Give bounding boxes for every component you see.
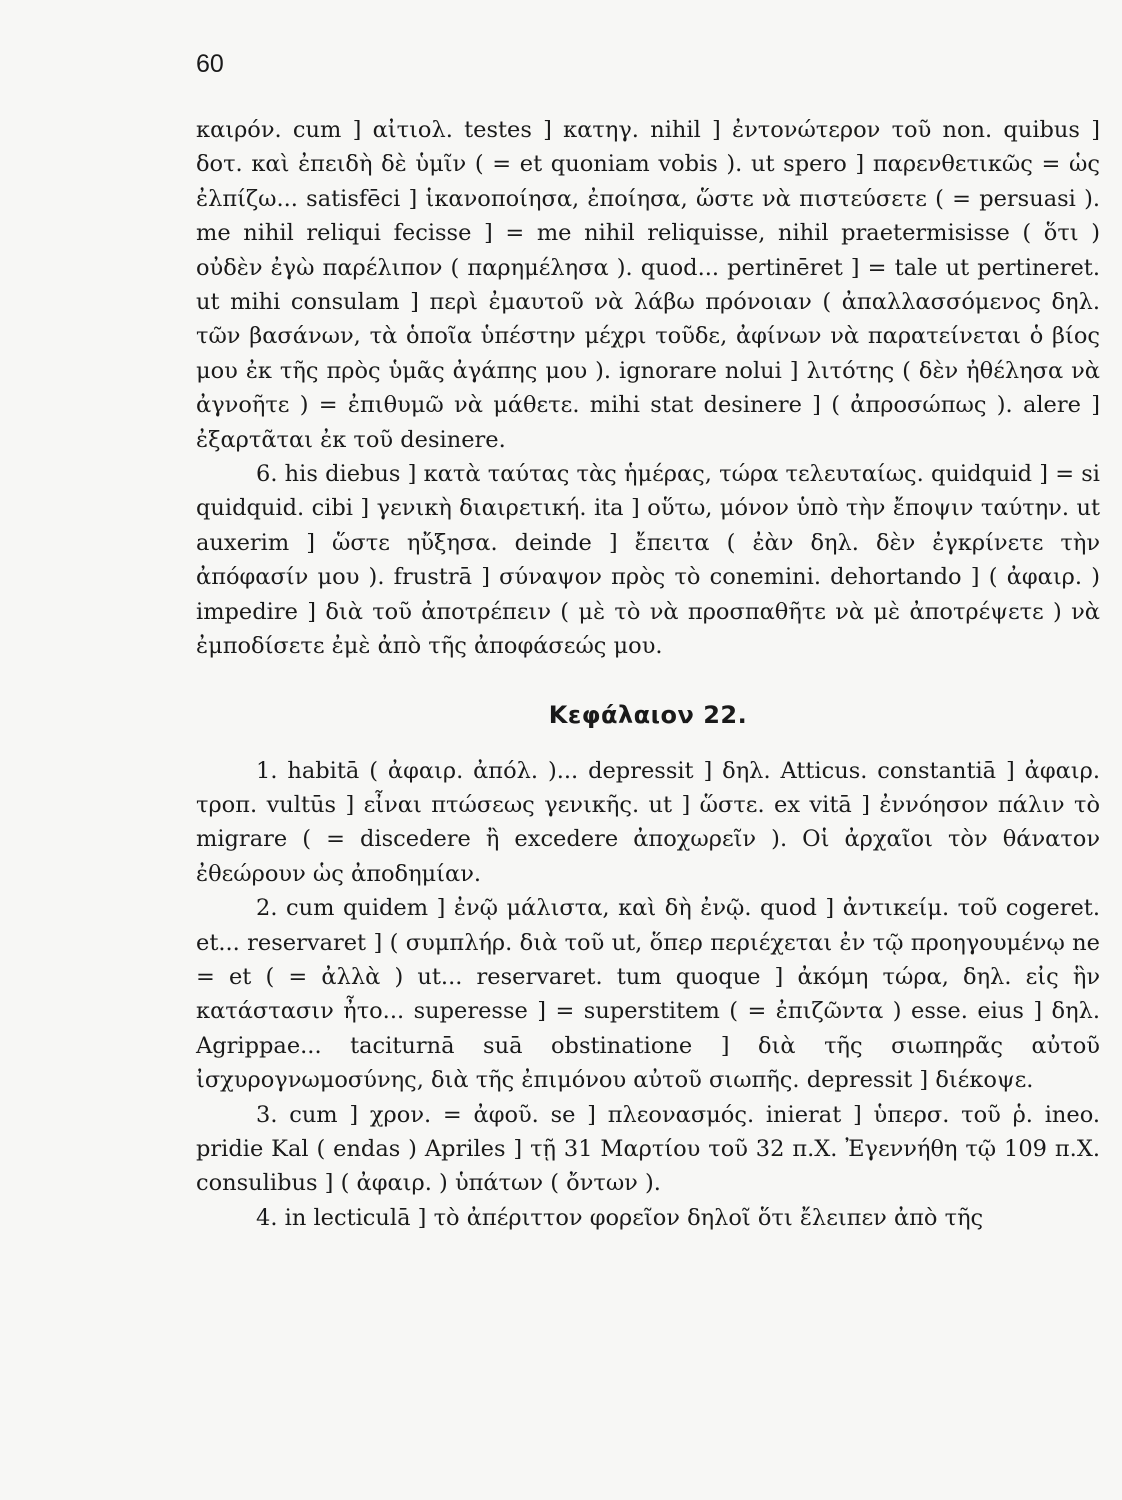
paragraph-note-4: 4. in lecticulā ] τὸ ἀπέριττον φορεῖον δηλοῖ ὅτι ἔλειπεν ἀπὸ τῆς <box>256 1204 984 1231</box>
page-number: 60 <box>196 50 224 78</box>
commentary-text <box>196 113 1100 1235</box>
paragraph-note-6: 6. his diebus ] κατὰ ταύτας τὰς ἡμέρας, τώρα τελευταίως. quidquid ] = si quidquid. cibi ] γενικὴ διαιρετική. ita ] οὕτω, μόνον ὑπὸ τὴν ἔποψιν ταύτην. ut auxerim ] ὥστε ηὔξησα. deinde ] ἔπειτα ( ἐὰν δηλ. δὲν ἐγκρίνετε τὴν ἀπόφασίν μου ). frustrā ] σύναψον πρὸς τὸ conemini. dehortando ] ( ἀφαιρ. ) impedire ] διὰ τοῦ ἀποτρέπειν ( μὲ τὸ νὰ προσπαθῆτε νὰ μὲ ἀποτρέψετε ) νὰ ἐμποδίσετε ἐμὲ ἀπὸ τῆς ἀποφάσεώς μου. <box>196 461 1100 660</box>
chapter-heading: Κεφάλαιον 22. <box>548 700 748 729</box>
paragraph-continued: καιρόν. cum ] αἰτιολ. testes ] κατηγ. nihil ] ἐντονώτερον τοῦ non. quibus ] δοτ. καὶ ἐπειδὴ δὲ ὑμῖν ( = et quoniam vobis ). ut spero ] παρενθετικῶς = ὡς ἐλπίζω... satisfēci ] ἱκανοποίησα, ἐποίησα, ὥστε νὰ πιστεύσετε ( = persuasi ). me nihil reliqui fecisse ] = me nihil reliquisse, nihil praetermisisse ( ὅτι ) οὐδὲν ἐγὼ παρέλιπον ( παρημέλησα ). quod... pertinēret ] = tale ut pertineret. ut mihi consulam ] περὶ ἐμαυτοῦ νὰ λάβω πρόνοιαν ( ἀπαλλασσόμενος δηλ. τῶν βασάνων, τὰ ὁποῖα ὑπέστην μέχρι τοῦδε, ἀφίνων νὰ παρατείνεται ὁ βίος μου ἐκ τῆς πρὸς ὑμᾶς ἀγάπης μου ). ignorare nolui ] λιτότης ( δὲν ἠθέλησα νὰ ἀγνοῆτε ) = ἐπιθυμῶ νὰ μάθετε. mihi stat desinere ] ( ἀπροσώπως ). alere ] ἐξαρτᾶται ἐκ τοῦ desinere. <box>196 117 1100 453</box>
paragraph-note-2: 2. cum quidem ] ἐνῷ μάλιστα, καὶ δὴ ἐνῷ. quod ] ἀντικείμ. τοῦ cogeret. et... reservaret ] ( συμπλήρ. διὰ τοῦ ut, ὅπερ περιέχεται ἐν τῷ προηγουμένῳ ne = et ( = ἀλλὰ ) ut... reservaret. tum quoque ] ἀκόμη τώρα, δηλ. εἰς ἣν κατάστασιν ἦτο... superesse ] = superstitem ( = ἐπιζῶντα ) esse. eius ] δηλ. Agrippae... taciturnā suā obstinatione ] διὰ τῆς σιωπηρᾶς αὐτοῦ ἰσχυρογνωμοσύνης, διὰ τῆς ἐπιμόνου αὐτοῦ σιωπῆς. depressit ] διέκοψε. <box>196 895 1100 1094</box>
paragraph-note-3: 3. cum ] χρον. = ἀφοῦ. se ] πλεονασμός. inierat ] ὑπερσ. τοῦ ῥ. ineo. pridie Kal ( endas ) Apriles ] τῇ 31 Μαρτίου τοῦ 32 π.Χ. Ἐγεννήθη τῷ 109 π.Χ. consulibus ] ( ἀφαιρ. ) ὑπάτων ( ὄντων ). <box>196 1101 1100 1197</box>
paragraph-note-1: 1. habitā ( ἀφαιρ. ἀπόλ. )... depressit ] δηλ. Atticus. constantiā ] ἀφαιρ. τροπ. vultūs ] εἶναι πτώσεως γενικῆς. ut ] ὥστε. ex vitā ] ἐννόησον πάλιν τὸ migrare ( = discedere ἢ excedere ἀποχωρεῖν ). Οἱ ἀρχαῖοι τὸν θάνατον ἐθεώρουν ὡς ἀποδημίαν. <box>196 757 1100 887</box>
